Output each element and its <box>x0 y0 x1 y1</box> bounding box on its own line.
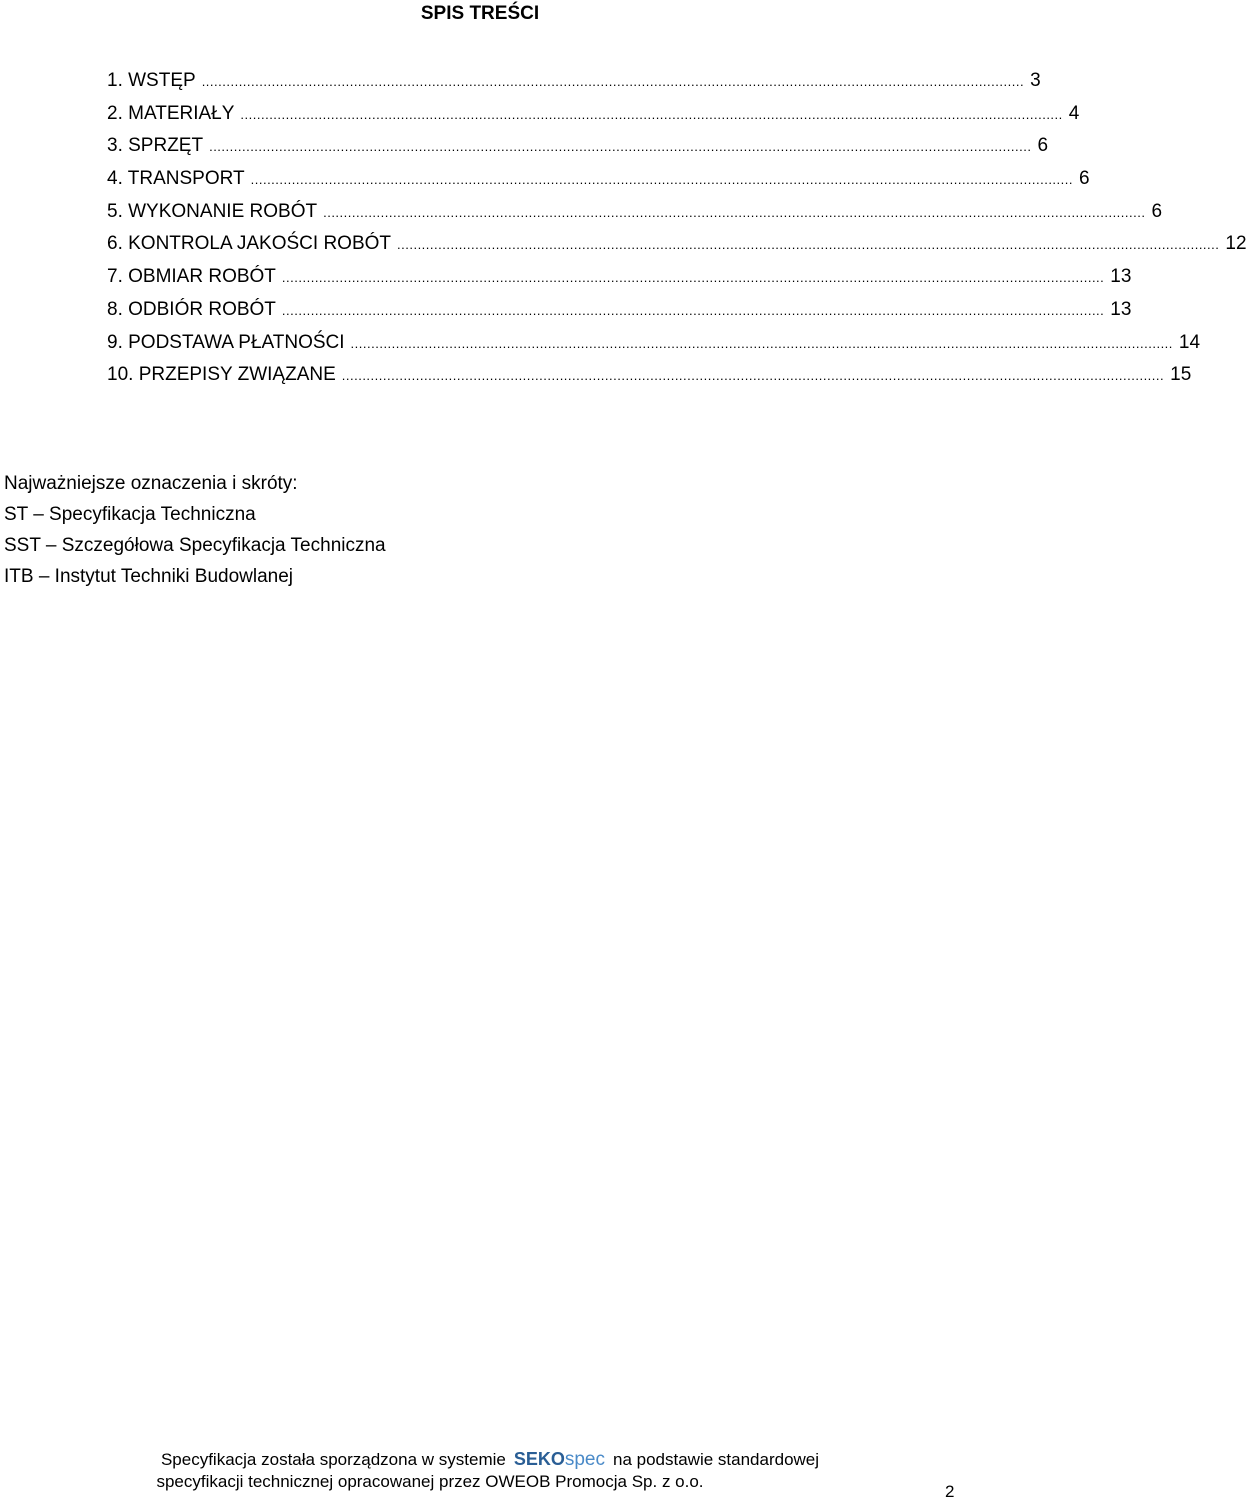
toc-entry-label: 1. WSTĘP <box>107 70 196 91</box>
toc-dot-leader: ........................................................................................................................................................................................................ <box>350 335 1173 351</box>
toc-entry[interactable] <box>107 362 1192 395</box>
toc-entry[interactable] <box>107 199 1163 232</box>
toc-entry[interactable] <box>107 330 1201 363</box>
toc-entry-page: 12 <box>1225 233 1247 255</box>
page-number: 2 <box>945 1482 955 1501</box>
toc-entry[interactable] <box>107 264 1132 297</box>
toc-entry-page: 13 <box>1110 266 1132 288</box>
abbreviation-item: ITB – Instytut Techniki Budowlanej <box>4 566 294 587</box>
toc-entry[interactable] <box>107 231 1247 264</box>
toc-entry-page: 3 <box>1030 70 1041 91</box>
toc-entry[interactable] <box>107 68 1041 101</box>
abbreviation-item: SST – Szczegółowa Specyfikacja Techniczna <box>4 535 386 556</box>
toc-entry-label: 4. TRANSPORT <box>107 168 245 190</box>
brand-logo <box>514 1450 605 1469</box>
toc-entry[interactable] <box>107 297 1132 330</box>
table-of-contents <box>107 68 1247 395</box>
toc-dot-leader: ........................................................................................................................................................................................................ <box>341 368 1165 384</box>
toc-entry[interactable] <box>107 166 1090 199</box>
toc-dot-leader: ........................................................................................................................................................................................................ <box>250 172 1073 188</box>
toc-entry-page: 14 <box>1178 331 1201 353</box>
toc-dot-leader: ........................................................................................................................................................................................................ <box>323 204 1146 220</box>
footer-text-after-brand: na podstawie standardowej <box>613 1450 820 1469</box>
abbreviation-item: ST – Specyfikacja Techniczna <box>4 504 256 525</box>
toc-dot-leader: ........................................................................................................................................................................................................ <box>209 139 1032 155</box>
toc-dot-leader: ........................................................................................................................................................................................................ <box>397 237 1220 253</box>
toc-entry-label: 2. MATERIAŁY <box>107 102 235 124</box>
footer-text-before-brand: Specyfikacja została sporządzona w systemie <box>160 1450 506 1469</box>
toc-entry-page: 4 <box>1068 102 1080 124</box>
toc-entry-label: 10. PRZEPISY ZWIĄZANE <box>107 364 336 386</box>
toc-dot-leader: ........................................................................................................................................................................................................ <box>240 106 1063 122</box>
toc-entry-label: 8. ODBIÓR ROBÓT <box>107 298 276 320</box>
abbreviations-heading: Najważniejsze oznaczenia i skróty: <box>4 473 298 494</box>
toc-entry-page: 6 <box>1079 168 1090 190</box>
toc-entry-page: 15 <box>1170 364 1192 386</box>
page-footer <box>0 1448 960 1493</box>
toc-entry-label: 3. SPRZĘT <box>107 135 204 157</box>
brand-logo-light: spec <box>564 1449 605 1470</box>
toc-entry[interactable] <box>107 101 1080 134</box>
toc-entry-label: 7. OBMIAR ROBÓT <box>107 266 276 288</box>
toc-dot-leader: ........................................................................................................................................................................................................ <box>281 270 1105 286</box>
toc-entry-page: 6 <box>1037 135 1049 157</box>
brand-logo-bold: SEKO <box>513 1449 565 1469</box>
toc-entry-label: 5. WYKONANIE ROBÓT <box>107 200 318 222</box>
footer-line-2: specyfikacji technicznej opracowanej przez OWEOB Promocja Sp. z o.o. <box>156 1472 704 1491</box>
footer-line-1 <box>0 1448 960 1471</box>
toc-entry-label: 6. KONTROLA JAKOŚCI ROBÓT <box>107 233 392 255</box>
toc-dot-leader: ........................................................................................................................................................................................................ <box>201 74 1025 89</box>
page-title: SPIS TREŚCI <box>420 3 540 24</box>
toc-entry-page: 6 <box>1151 200 1163 222</box>
toc-entry[interactable] <box>107 133 1049 166</box>
toc-entry-page: 13 <box>1110 298 1132 320</box>
abbreviations-section <box>4 468 904 592</box>
toc-dot-leader: ........................................................................................................................................................................................................ <box>281 302 1105 318</box>
toc-entry-label: 9. PODSTAWA PŁATNOŚCI <box>107 331 345 353</box>
